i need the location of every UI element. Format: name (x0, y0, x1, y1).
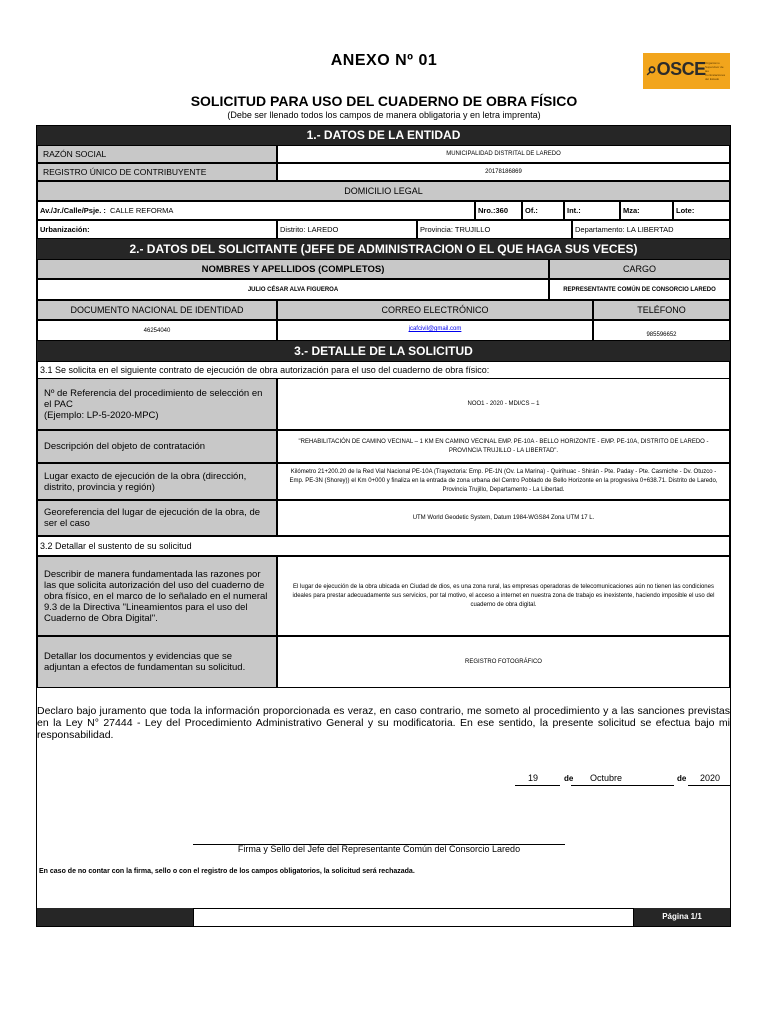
ruc-value: 20178186869 (277, 163, 730, 181)
lugar-label: Lugar exacto de ejecución de la obra (dirección, distrito, provincia y región) (37, 463, 277, 500)
footer-middle (193, 908, 634, 927)
sustento-intro: 3.2 Detallar el sustento de su solicitud (37, 536, 730, 556)
osce-logo (643, 53, 730, 89)
georeferencia-label: Georeferencia del lugar de ejecución de la obra, de ser el caso (37, 500, 277, 536)
mza-field: Mza: (620, 201, 673, 220)
razon-social-label: RAZÓN SOCIAL (37, 145, 277, 163)
date-day-line (515, 785, 560, 786)
razon-social-value: MUNICIPALIDAD DISTRITAL DE LAREDO (277, 145, 730, 163)
lote-field: Lote: (673, 201, 730, 220)
referencia-value: NOO1 - 2020 - MDI/CS – 1 (277, 378, 730, 430)
form-frame (36, 125, 731, 927)
of-field: Of.: (522, 201, 564, 220)
telefono-label: TELÉFONO (593, 300, 730, 320)
page-number: Página 1/1 (634, 908, 730, 926)
address-street (37, 201, 475, 220)
georeferencia-value: UTM World Geodetic System, Datum 1984-WGS84 Zona UTM 17 L. (277, 500, 730, 536)
section3-intro: 3.1 Se solicita en el siguiente contrato de ejecución de obra autorización para el uso del cuaderno de obra físico: (37, 361, 730, 378)
domicilio-legal-label: DOMICILIO LEGAL (37, 181, 730, 201)
section2-title: 2.- DATOS DEL SOLICITANTE (JEFE DE ADMINISTRACION O EL QUE HAGA SUS VECES) (37, 239, 730, 259)
av-label: Av./Jr./Calle/Psje. : (40, 206, 106, 215)
document-subtitle: (Debe ser llenado todos los campos de manera obligatoria y en letra imprenta) (227, 110, 541, 120)
date-month-line (571, 785, 674, 786)
date-day: 19 (528, 773, 539, 783)
section1-title: 1.- DATOS DE LA ENTIDAD (37, 126, 730, 145)
declaration-text: Declaro bajo juramento que toda la información proporcionada es veraz, en caso contrario, me someto al procedimiento y a las sanciones previstas en la Ley N° 27444 - Ley del Procedimiento Administrativo General y su modificatoria. En ese sentido, la presente solicitud se efectua bajo mi responsabilidad. (37, 705, 730, 741)
referencia-label: Nº de Referencia del procedimiento de selección en el PAC (Ejemplo: LP-5-2020-MPC) (37, 378, 277, 430)
nombres-label: NOMBRES Y APELLIDOS (COMPLETOS) (37, 259, 549, 279)
objeto-value: "REHABILITACIÓN DE CAMINO VECINAL – 1 KM EN CAMINO VECINAL EMP. PE-10A - BELLO HORIZONTE - EMP. PE-10A, DISTRITO DE LAREDO - PROVINCIA TRUJILLO - LA LIBERTAD". (277, 430, 730, 463)
distrito-field: Distrito: LAREDO (277, 220, 417, 239)
provincia-field: Provincia: TRUJILLO (417, 220, 572, 239)
documentos-value: REGISTRO FOTOGRÁFICO (277, 636, 730, 688)
lugar-value: Kilómetro 21+200.20 de la Red Vial Nacional PE-10A (Trayectoria: Emp. PE-1N (Ov. La Marina) - Quirihuac - Shirán - Pte. Paday - Pte. Casmiche - Dv. Otuzco - Emp. PE-3N (Shorey)) el Km 0+000 y finaliza en la entrada de zona urbana del Centro Poblado de Bello Horizonte en la progresiva 0+638.71. Distrito de Laredo, Provincia Trujillo, Departamento - La Libertad. (277, 463, 730, 500)
ruc-label: REGISTRO ÚNICO DE CONTRIBUYENTE (37, 163, 277, 181)
date-de-2: de (677, 774, 687, 783)
signature-caption: Firma y Sello del Jefe del Representante Común del Consorcio Laredo (237, 844, 521, 854)
correo-cell (277, 320, 593, 341)
date-de-1: de (564, 774, 574, 783)
dni-label: DOCUMENTO NACIONAL DE IDENTIDAD (37, 300, 277, 320)
section3-title: 3.- DETALLE DE LA SOLICITUD (37, 341, 730, 361)
cargo-label: CARGO (549, 259, 730, 279)
razones-label: Describir de manera fundamentada las razones por las que solicita autorización del uso del cuaderno de obra físico, en el marco de lo señalado en el numeral 9.3 de la Directiva "Lineamientos para el uso del Cuaderno de Obra Digital". (37, 556, 277, 636)
urbanizacion-field: Urbanización: (37, 220, 277, 239)
nombres-value: JULIO CÉSAR ALVA FIGUEROA (37, 279, 549, 300)
nro-field: Nro.:360 (475, 201, 522, 220)
razones-value: El lugar de ejecución de la obra ubicada en Ciudad de dios, es una zona rural, las empresas operadoras de telecomunicaciones aún no tienen las condiciones ideales para prestar adecuadamente sus servicios, por tal motivo, el acceso a internet en nuestra zona de trabajo es inexistente, haciendo imposible el uso del cuaderno de obra digital. (277, 556, 730, 636)
footer-left-bar (37, 908, 193, 926)
documentos-label: Detallar los documentos y evidencias que se adjuntan a efectos de fundamentan su solicitud. (37, 636, 277, 688)
date-year: 2020 (700, 773, 721, 783)
av-value: CALLE REFORMA (110, 206, 174, 215)
objeto-label: Descripción del objeto de contratación (37, 430, 277, 463)
date-month: Octubre (590, 773, 623, 783)
int-field: Int.: (564, 201, 620, 220)
anexo-title: ANEXO Nº 01 (330, 52, 438, 69)
correo-label: CORREO ELECTRÓNICO (277, 300, 593, 320)
dni-value: 46254040 (37, 320, 277, 341)
osce-logo-text: ⌕OSCE (647, 59, 706, 79)
departamento-field: Departamento: LA LIBERTAD (572, 220, 730, 239)
cargo-value: REPRESENTANTE COMÚN DE CONSORCIO LAREDO (549, 279, 730, 300)
telefono-value: 985596652 (593, 320, 730, 341)
osce-logo-subtext: Organismo Supervisor de las Contrataciones del Estado (705, 61, 726, 81)
correo-link[interactable]: jcafcivil@gmail.com (408, 326, 462, 332)
date-year-line (688, 785, 730, 786)
rejection-note: En caso de no contar con la firma, sello o con el registro de los campos obligatorios, la solicitud será rechazada. (39, 868, 415, 875)
document-title: SOLICITUD PARA USO DEL CUADERNO DE OBRA FÍSICO (190, 93, 578, 109)
